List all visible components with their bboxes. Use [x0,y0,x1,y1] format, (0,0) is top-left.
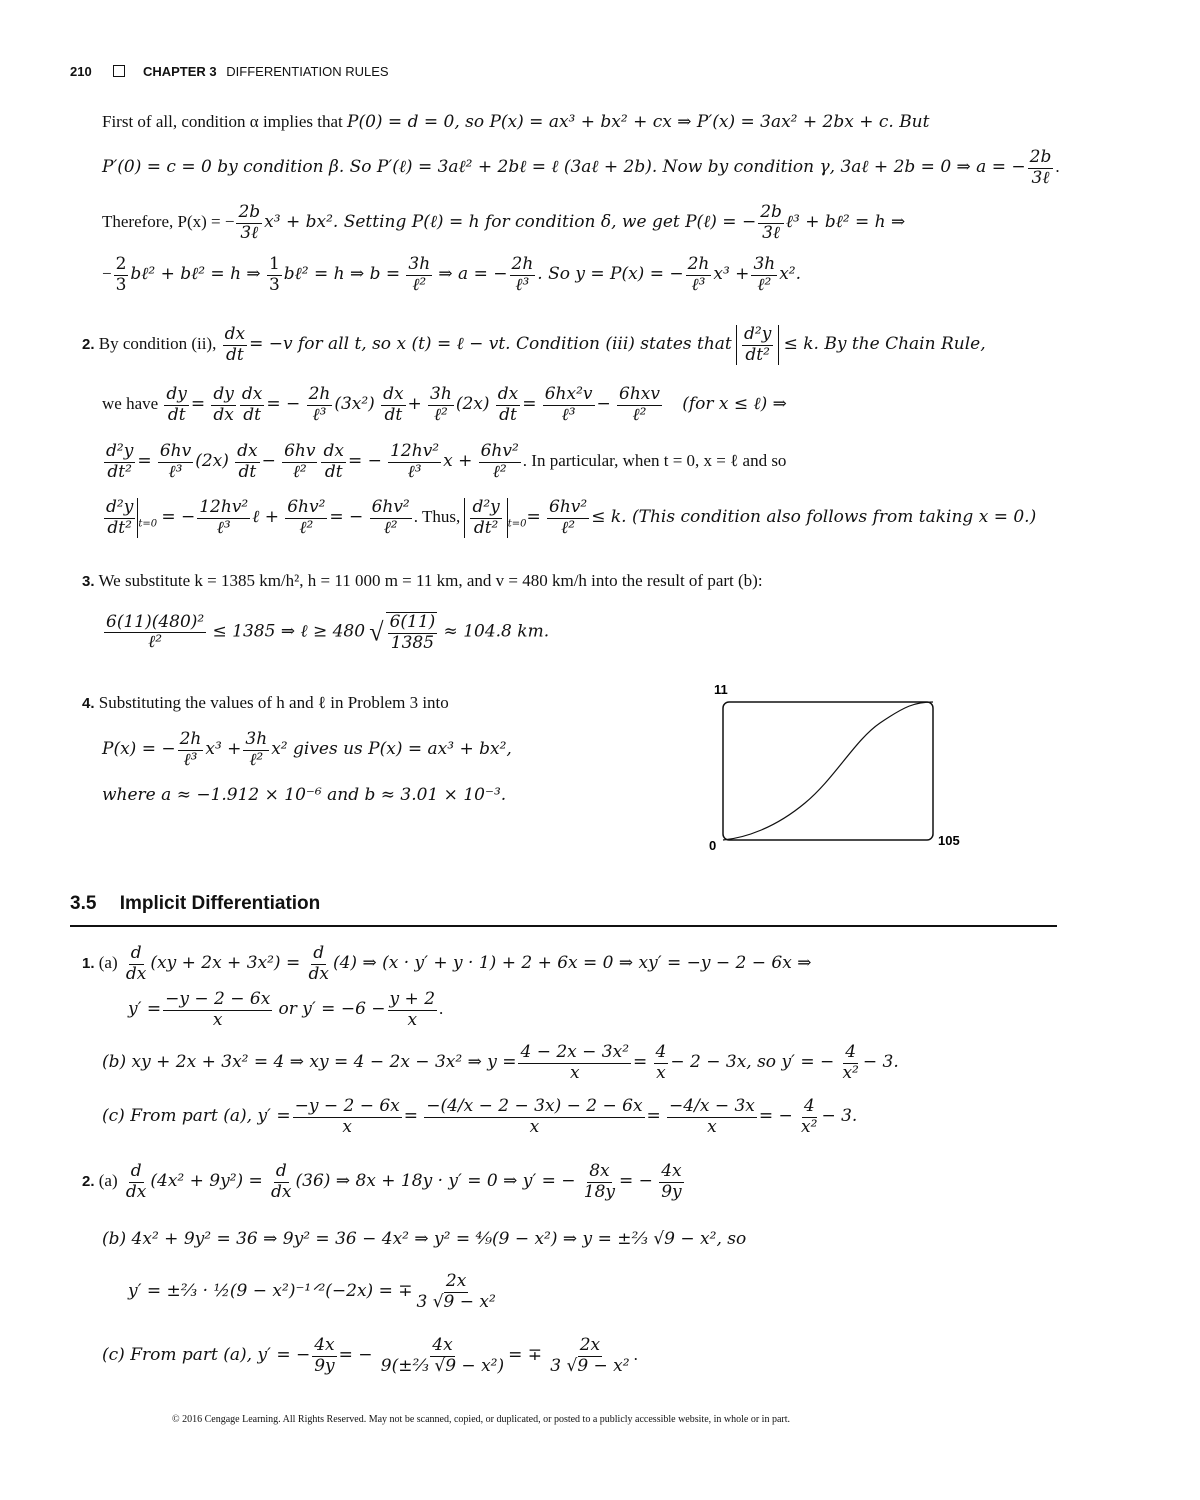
math: x². [779,263,802,284]
s2-b-line-1: (b) 4x² + 9y² = 36 ⇒ 9y² = 36 − 4x² ⇒ y² = ⁴⁄₉(9 − x²) ⇒ y = ±⅔ √9 − x², so [102,1229,747,1249]
math: bℓ² + bℓ² = h ⇒ [130,263,261,284]
abs-value: $\frac{\text{d²y}}{\text{dt²}}$ [736,325,779,365]
copyright-footer: © 2016 Cengage Learning. All Rights Reserved. May not be scanned, copied, or duplicated, or posted to a publicly accessible website, in whole or in part. [172,1414,790,1425]
fraction: $\frac{2b}{\text{3ℓ}}$ [760,202,782,243]
intro-line-4: − $\frac{2}{3}$ bℓ² + bℓ² = h ⇒ $\frac{1}{3}$ bℓ² = h ⇒ b = $\frac{3h}{\text{ℓ²}}$ ⇒ a = − $\frac{2h}{\text{ℓ³}}$ . So y = P(x) = − $\frac{2h}{\text{ℓ³}}$ x³ + $\frac{3h}{\text{ℓ²}}$ x². [102,254,802,295]
fraction: $\frac{dx}{dt}$ [224,324,246,365]
text: Substituting the values of h and ℓ in Problem 3 into [98,693,449,712]
s1-a-line-1: 1. (a) $\frac{d}{dx}$ (xy + 2x + 3x²) = $\frac{d}{dx}$ (4) ⇒ (x · y′ + y · 1) + 2 + 6x = 0 ⇒ xy′ = −y − 2 − 6x ⇒ [82,943,812,984]
section-number: 3.5 [70,893,97,914]
problem-2-line-3: $\frac{\text{d²y}}{\text{dt²}}$ = $\frac{6hv}{\text{ℓ³}}$ (2x) $\frac{dx}{dt}$ − $\frac{6hv}{\text{ℓ²}}$ $\frac{dx}{dt}$ = − $\frac{\text{12hv²}}{\text{ℓ³}}$ x + $\frac{\text{6hv²}}{\text{ℓ²}}$ . In particular, when t = 0, x = ℓ and so [106,441,787,482]
problem-4-line-3: where a ≈ −1.912 × 10⁻⁶ and b ≈ 3.01 × 10⁻³. [102,785,507,805]
problem-number: 4. [82,695,95,712]
text: First of all, condition α implies that [102,112,343,131]
fraction: $\frac{3h}{\text{ℓ²}}$ [753,254,776,295]
problem-number: 3. [82,573,95,590]
problem-3-line-2: $\frac{\text{6(11)(480)²}}{\text{ℓ²}}$ ≤ 1385 ⇒ ℓ ≥ 480 √ $\frac{6(11)}{1385}$ ≈ 104.8 km. [106,611,550,653]
problem-2-line-1 [82,325,986,365]
fraction: $\frac{2h}{\text{ℓ³}}$ [687,254,710,295]
section-title: Implicit Differentiation [119,893,321,914]
problem-number: 1. [82,954,95,972]
x-max-label: 105 [938,833,960,848]
s1-c-line: (c) From part (a), y′ = $\frac{-y - 2 - 6x}{x}$ = $\frac{-(4/x - 2 - 3x) - 2 - 6x}{x}$ = $\frac{-4/x - 3x}{x}$ = − $\frac{4}{\text{x²}}$ − 3. [102,1096,858,1137]
s2-a-line: 2. (a) $\frac{d}{dx}$ (4x² + 9y²) = $\frac{d}{dx}$ (36) ⇒ 8x + 18y · y′ = 0 ⇒ y′ = − $\frac{8x}{18y}$ = − $\frac{4x}{9y}$ [82,1161,682,1202]
intro-line-2: P′(0) = c = 0 by condition β. So P′(ℓ) = 3aℓ² + 2bℓ = ℓ (3aℓ + 2b). Now by condition γ, 3aℓ + 2b = 0 ⇒ a = − $\frac{2b}{\text{3ℓ}}$ . [102,147,1060,188]
fraction: $\frac{1}{3}$ [268,254,280,295]
math: P(0) = d = 0, so P(x) = ax³ + bx² + cx ⇒ P′(x) = 3ax² + 2bx + c. But [347,112,930,132]
problem-2-line-4: $\frac{\text{d²y}}{\text{dt²}}$ $_{t=0}$ = − $\frac{\text{12hv²}}{\text{ℓ³}}$ ℓ + $\frac{\text{6hv²}}{\text{ℓ²}}$ = − $\frac{\text{6hv²}}{\text{ℓ²}}$ . Thus, $\frac{\text{d²y}}{\text{dt²}}$ $_{t=0}$= $\frac{\text{6hv²}}{\text{ℓ²}}$ ≤ k. (This condition also follows from taking x = 0.) [106,497,1037,538]
s2-c-line: (c) From part (a), y′ = − $\frac{4x}{9y}$ = − $\frac{4x}{\text{9(±⅔ √9 − x²)}}$ = ∓ $\frac{2x}{\text{3 √9 − x²}}$ . [102,1335,638,1376]
text: we have [102,393,159,413]
problem-4-line-1 [82,693,449,713]
running-header [70,64,389,79]
problem-number: 2. [82,1172,95,1190]
math: x³ + [713,263,750,284]
s2-b-line-2: y′ = ±⅔ · ½(9 − x²)⁻¹ᐟ²(−2x) = ∓ $\frac{2x}{\text{3 √9 − x²}}$ [128,1271,496,1312]
y-max-label: 11 [714,682,728,697]
graph-frame [723,702,933,840]
math: ℓ³ + bℓ² = h ⇒ [785,211,906,232]
math: = −v for all t, so x (t) = ℓ − vt. Condition (iii) states that [249,333,732,354]
section-heading [70,893,320,915]
math: x³ + bx². Setting P(ℓ) = h for condition δ, we get P(ℓ) = − [264,211,757,232]
text: . In particular, when t = 0, x = ℓ and so [522,450,787,470]
s1-b-line: (b) xy + 2x + 3x² = 4 ⇒ xy = 4 − 2x − 3x² ⇒ y = $\frac{\text{4 − 2x − 3x²}}{x}$ = $\frac{4}{x}$ − 2 − 3x, so y′ = − $\frac{4}{\text{x²}}$ − 3. [102,1042,899,1083]
math: bℓ² = h ⇒ b = [283,263,401,284]
fraction: $\frac{2}{3}$ [115,254,127,295]
chapter-title: DIFFERENTIATION RULES [226,64,389,79]
chapter-label: CHAPTER 3 [142,64,217,79]
math: . So y = P(x) = − [537,263,684,284]
problem-2-line-2: we have $\frac{dy}{dt}$ = $\frac{dy}{dx}$ $\frac{dx}{dt}$ = − $\frac{2h}{\text{ℓ³}}$ (3x²) $\frac{dx}{dt}$ + $\frac{3h}{\text{ℓ²}}$ (2x) $\frac{dx}{dt}$ = $\frac{\text{6hx²v}}{\text{ℓ³}}$ − $\frac{\text{6hxv}}{\text{ℓ²}}$ (for x ≤ ℓ) ⇒ [102,384,787,425]
text: By condition (ii), [98,333,217,353]
math: P′(0) = c = 0 by condition β. So P′(ℓ) = 3aℓ² + 2bℓ = ℓ (3aℓ + 2b). Now by condition γ, 3aℓ + 2b = 0 ⇒ a = − [102,156,1026,177]
page-number: 210 [70,64,92,79]
fraction: $\frac{2b}{\text{3ℓ}}$ [238,202,261,243]
intro-line-1 [102,112,929,132]
math: ≤ k. By the Chain Rule, [783,333,986,354]
fraction: $\frac{2h}{\text{ℓ³}}$ [511,254,534,295]
graph-curve [723,702,933,840]
problem-number: 2. [82,335,95,353]
intro-line-3 [102,203,905,243]
fraction: $\frac{2b}{\text{3ℓ}}$ [1029,147,1052,188]
problem-4-line-2: P(x) = − $\frac{2h}{\text{ℓ³}}$ x³ + $\frac{3h}{\text{ℓ²}}$ x² gives us P(x) = ax³ + bx², [102,729,512,770]
text: We substitute k = 1385 km/h², h = 11 000 m = 11 km, and v = 480 km/h into the result of part (b): [98,571,763,590]
section-rule [70,925,1057,927]
s1-a-line-2: y′ = $\frac{-y - 2 - 6x}{x}$ or y′ = −6 − $\frac{y + 2}{x}$ . [128,989,444,1030]
cubic-graph [705,678,975,853]
square-icon [113,65,125,77]
origin-label: 0 [709,838,717,853]
fraction: $\frac{3h}{\text{ℓ²}}$ [408,254,431,295]
math: ⇒ a = − [438,263,508,284]
problem-3-line-1 [82,571,763,591]
text: Therefore, P(x) = − [102,211,235,231]
